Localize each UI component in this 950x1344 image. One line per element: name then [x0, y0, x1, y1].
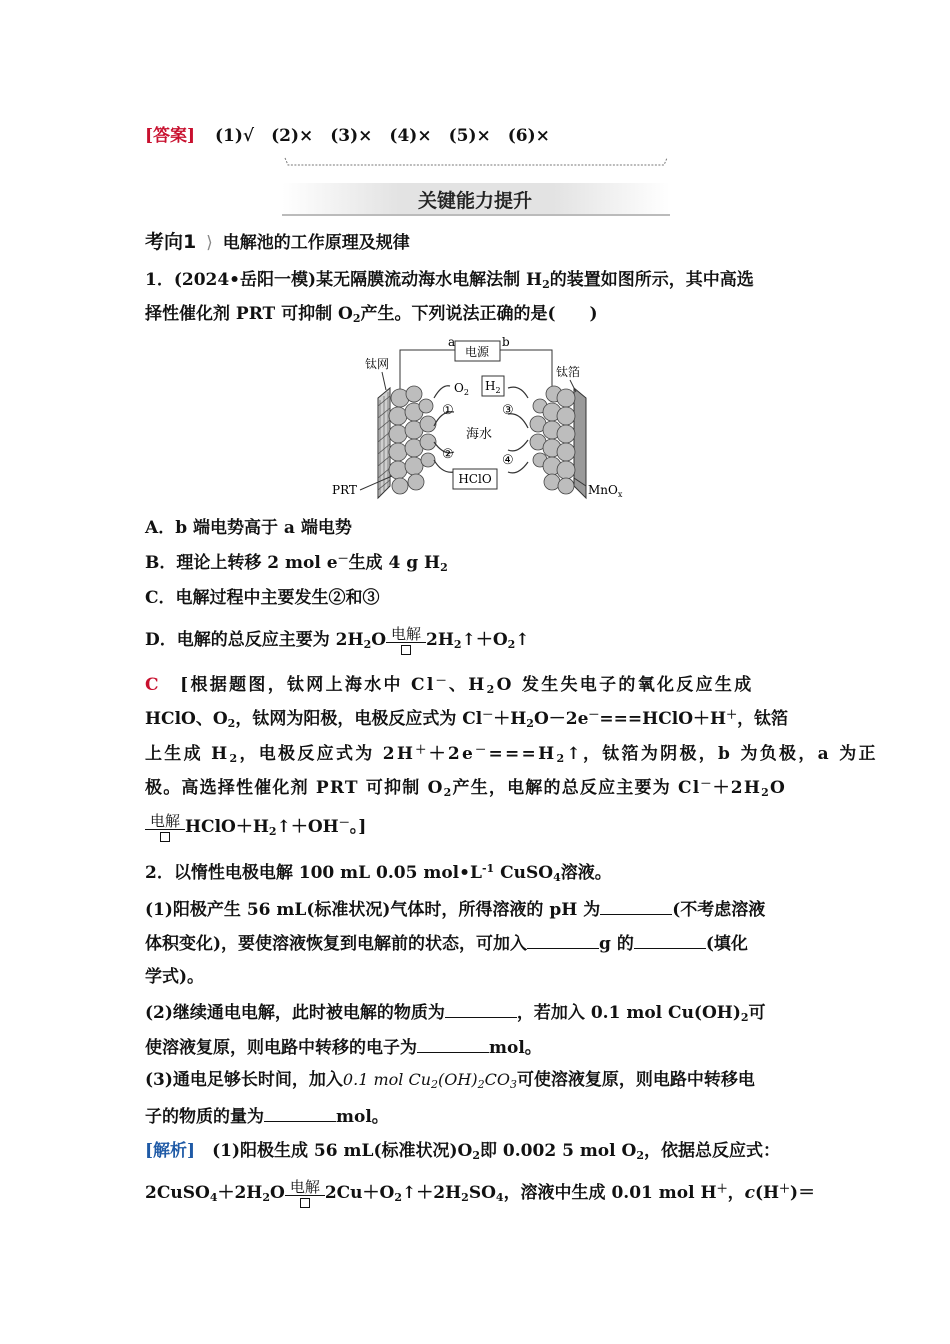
electrolysis-condition: 电解 [145, 815, 185, 839]
answer-line [145, 124, 810, 148]
q2-part2-line2: 使溶液复原，则电路中转移的电子为 mol。 [145, 1034, 810, 1060]
q2-part3-line2: 子的物质的量为 mol。 [145, 1103, 810, 1129]
exp1-line2: HClO、$O_2$，钛网为阳极，电极反应式为 $Cl^-+H_2O-2e^-===HClO+H^+$，钛箔 [145, 708, 789, 730]
step-4: ④ [502, 453, 514, 468]
q1-stem-a: 1．(2024•岳阳一模)某无隔膜流动海水电解法制 H [145, 270, 543, 290]
answer-label: [答案] [145, 126, 196, 146]
terminal-a: a [448, 336, 456, 349]
q2-part1-line1: (1)阳极产生 56 mL(标准状况)气体时，所得溶液的 pH 为 (不考虑溶液 [145, 896, 810, 922]
answer-blank-moles[interactable] [264, 1103, 336, 1122]
exp2-label: [解析] [145, 1141, 196, 1161]
hclo-label: HClO [458, 472, 492, 486]
electrolysis-condition: 电解 [386, 628, 426, 652]
exp1-line1: C [根据题图，钛网上海水中 Cl－、$H_2O$ 发生失电子的氧化反应生成 [145, 674, 754, 696]
q2-part1-line3: 学式)。 [145, 967, 205, 987]
exp1-answer: C [145, 675, 161, 695]
topic-brace-icon: ⟩ [206, 233, 213, 253]
q1-stem-c: 择性催化剂 PRT 可抑制 O [145, 304, 353, 324]
option-c: C．电解过程中主要发生②和③ [145, 588, 380, 608]
exp2-line1: [解析] (1)阳极生成 56 mL(标准状况)$O_2$即 0.002 5 mol $O_2$，依据总反应式： [145, 1141, 780, 1162]
answer-divider [282, 156, 670, 172]
option-d: D．电解的总反应主要为 $2H_2O$ 电解 $2H_2↑+O_2↑$ [145, 628, 810, 652]
power-label: 电源 [464, 345, 490, 359]
exp1-line4: 极。高选择性催化剂 PRT 可抑制 $O_2$产生，电解的总反应主要为 $Cl^-+2H_2O$ [145, 777, 786, 799]
q1-stem-line2: 择性催化剂 PRT 可抑制 $O_2$产生。下列说法正确的是( ) [145, 304, 598, 325]
q2-part2-line1: (2)继续通电电解，此时被电解的物质为 ，若加入 0.1 mol $Cu(OH)_2$可 [145, 999, 810, 1025]
exp1-line3: 上生成 $H_2$，电极反应式为 $2H^++2e^-===H_2↑$，钛箔为阴极，b 为负极，a 为正 [145, 743, 878, 765]
right-catalyst-spheres [530, 386, 575, 494]
answer-items: (1)√ (2)× (3)× (4)× (5)× (6)× [215, 126, 550, 146]
electrolysis-condition: 电解 [285, 1181, 325, 1205]
answer-blank-ph[interactable] [600, 896, 672, 915]
q2-stem: 2．以惰性电极电解 100 mL 0.05 $mol•L^{-1}$ CuSO$_4$溶液。 [145, 862, 612, 884]
electrolysis-diagram [330, 336, 625, 506]
mnox-label: MnO$_x$ [588, 483, 623, 499]
q1-stem-b: 的装置如图所示，其中高选 [549, 270, 754, 290]
q2-part1-line2: 体积变化)，要使溶液恢复到电解前的状态，可加入 g 的 (填化 [145, 930, 810, 956]
q2-part3-line1: (3)通电足够长时间，加入0.1 mol $Cu_2(OH)_2CO_3$可使溶液复原，则电路中转移电 [145, 1070, 755, 1091]
left-catalyst-spheres [389, 386, 436, 494]
o2-label: $O_2$ [454, 381, 469, 397]
answer-blank-electrons[interactable] [417, 1034, 489, 1053]
h2-label: $H_2$ [485, 379, 501, 395]
option-b: B．理论上转移 2 mol e－生成 4 g $H_2$ [145, 552, 448, 574]
topic-heading [145, 230, 810, 255]
step-3: ③ [502, 403, 514, 418]
option-a: A．b 端电势高于 a 端电势 [145, 518, 352, 538]
q1-stem-line1: 1．(2024•岳阳一模)某无隔膜流动海水电解法制 $H_2$的装置如图所示，其中高选 [145, 270, 754, 291]
answer-blank-substance[interactable] [445, 999, 517, 1018]
step-1: ① [442, 403, 454, 418]
exp2-line2: $2CuSO_4+2H_2O$ 电解 $2Cu+O_2↑+2H_2SO_4$，溶液中生成 0.01 mol H＋，c(H＋)＝ [145, 1181, 810, 1205]
answer-blank-mass[interactable] [527, 930, 599, 949]
exp1-line5: 电解 $HClO+H_2↑+OH^-$。] [145, 815, 810, 839]
topic-label: 考向1 [145, 231, 197, 253]
section-header-rule [282, 214, 670, 216]
section-title: 关键能力提升 [417, 190, 532, 212]
terminal-b: b [502, 336, 510, 349]
left-mesh-label: 钛网 [365, 357, 390, 371]
answer-blank-formula[interactable] [634, 930, 706, 949]
q2-formula: 0.1 mol $Cu_2(OH)_2CO_3$ [342, 1070, 517, 1091]
q1-stem-d: 产生。下列说法正确的是( ) [360, 304, 598, 324]
right-foil-label: 钛箔 [556, 365, 581, 379]
arrow-o2 [434, 386, 450, 398]
step-2: ② [442, 447, 454, 462]
seawater-label: 海水 [466, 427, 493, 442]
topic-title: 电解池的工作原理及规律 [222, 233, 410, 253]
prt-label: PRT [332, 483, 357, 497]
